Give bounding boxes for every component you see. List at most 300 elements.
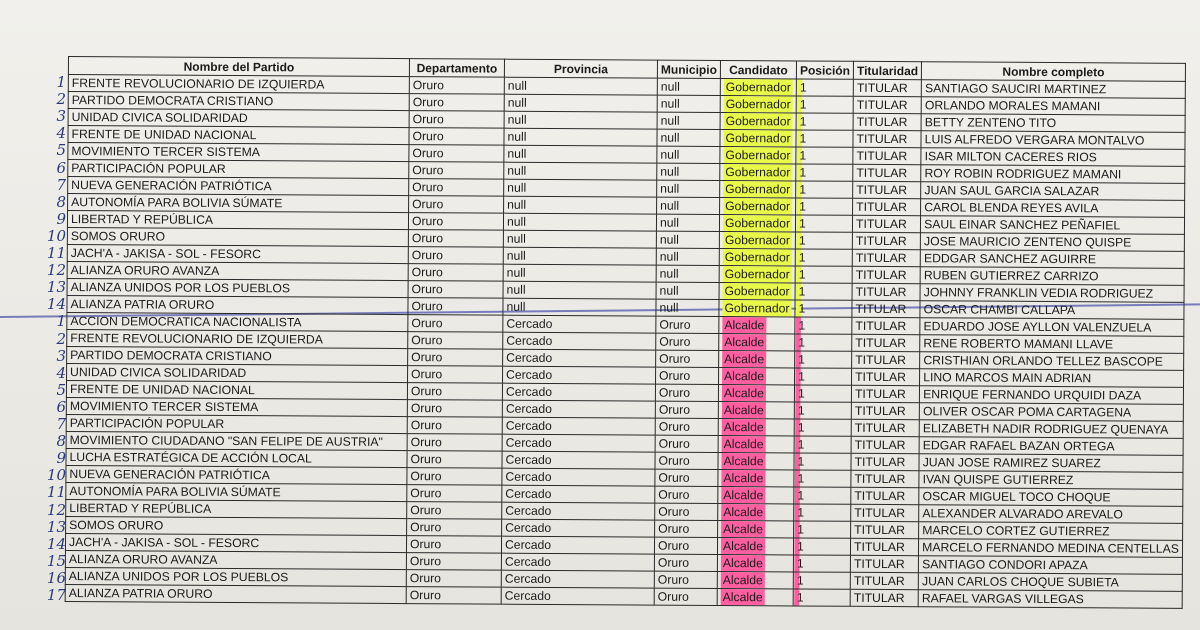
cell-candidato: [718, 486, 794, 503]
handwritten-number: 5: [56, 141, 66, 160]
cell-posicion: 1: [795, 283, 852, 300]
cell-partido: PARTIDO DEMOCRATA CRISTIANO: [68, 92, 409, 111]
cell-provincia: Cercado: [502, 485, 655, 503]
cell-candidato: [718, 435, 794, 452]
cell-posicion: 1: [794, 487, 851, 504]
cell-provincia: null: [504, 94, 657, 112]
cell-titularidad: TITULAR: [851, 402, 919, 419]
cell-provincia: Cercado: [501, 553, 654, 571]
cell-candidato: [719, 265, 795, 282]
cell-titularidad: TITULAR: [853, 96, 921, 113]
cell-candidato: [720, 78, 796, 95]
cell-titularidad: TITULAR: [852, 351, 920, 368]
cell-nombre-completo: ROY ROBIN RODRIGUEZ MAMANI: [921, 165, 1185, 184]
cell-nombre-completo: RENE ROBERTO MAMANI LLAVE: [920, 335, 1184, 354]
handwritten-number: 4: [56, 124, 66, 143]
candidato-highlight: Alcalde: [721, 589, 765, 605]
handwritten-number: 11: [46, 244, 66, 262]
cell-municipio: Oruro: [654, 588, 717, 605]
cell-titularidad: TITULAR: [851, 470, 919, 487]
cell-partido: FRENTE DE UNIDAD NACIONAL: [66, 380, 407, 399]
cell-posicion: 1: [795, 317, 852, 334]
cell-nombre-completo: OSCAR CHAMBI CALLAPA: [920, 301, 1184, 320]
cell-posicion: 1: [793, 555, 850, 572]
cell-titularidad: TITULAR: [852, 232, 920, 249]
cell-municipio: Oruro: [655, 520, 718, 537]
cell-partido: AUTONOMÍA PARA BOLIVIA SÚMATE: [66, 482, 407, 501]
handwritten-number: 9: [56, 449, 66, 468]
candidato-highlight: Gobernador: [723, 283, 792, 299]
cell-candidato: [719, 367, 795, 384]
handwritten-number: 13: [46, 278, 66, 297]
cell-candidato: [718, 452, 794, 469]
cell-candidato: [717, 554, 793, 571]
cell-partido: FRENTE REVOLUCIONARIO DE IZQUIERDA: [67, 329, 408, 348]
handwritten-number: 1: [56, 312, 66, 331]
handwritten-number: 11: [46, 483, 66, 502]
cell-posicion: 1: [793, 572, 850, 589]
cell-partido: ALIANZA UNIDOS POR LOS PUEBLOS: [65, 567, 406, 586]
cell-partido: ALIANZA PATRIA ORURO: [67, 295, 408, 314]
cell-nombre-completo: EDDGAR SANCHEZ AGUIRRE: [920, 250, 1184, 269]
cell-candidato: [720, 112, 796, 129]
cell-departamento: Oruro: [409, 111, 504, 129]
cell-municipio: null: [657, 112, 720, 129]
handwritten-number: 7: [56, 175, 66, 194]
cell-municipio: Oruro: [655, 418, 718, 435]
cell-titularidad: TITULAR: [852, 283, 920, 300]
cell-nombre-completo: JOHNNY FRANKLIN VEDIA RODRIGUEZ: [920, 284, 1184, 303]
cell-candidato: [719, 248, 795, 265]
cell-partido: NUEVA GENERACIÓN PATRIÓTICA: [66, 465, 407, 484]
cell-provincia: Cercado: [502, 383, 655, 401]
cell-departamento: Oruro: [407, 519, 502, 537]
cell-municipio: null: [657, 95, 720, 112]
cell-titularidad: TITULAR: [851, 385, 919, 402]
cell-departamento: Oruro: [408, 298, 503, 316]
cell-provincia: null: [504, 128, 657, 146]
cell-municipio: Oruro: [656, 316, 719, 333]
cell-partido: ALIANZA ORURO AVANZA: [67, 261, 408, 280]
cell-candidato: [718, 503, 794, 520]
cell-posicion: 1: [794, 453, 851, 470]
cell-municipio: Oruro: [656, 350, 719, 367]
header-titularidad: Titularidad: [853, 61, 921, 79]
cell-posicion: 1: [796, 130, 853, 147]
handwritten-number: 6: [56, 158, 66, 177]
cell-partido: PARTICIPACIÓN POPULAR: [66, 414, 407, 433]
cell-candidato: [717, 571, 793, 588]
cell-partido: SOMOS ORURO: [66, 516, 407, 535]
cell-partido: JACH'A - JAKISA - SOL - FESORC: [65, 533, 406, 552]
cell-partido: MOVIMIENTO TERCER SISTEMA: [66, 397, 407, 416]
cell-posicion: 1: [795, 300, 852, 317]
cell-partido: MOVIMIENTO CIUDADANO "SAN FELIPE DE AUSTRIA": [66, 431, 407, 450]
candidato-highlight: Gobernador: [723, 249, 792, 265]
cell-provincia: Cercado: [502, 468, 655, 486]
cell-partido: PARTICIPACIÓN POPULAR: [68, 160, 409, 179]
handwritten-number: 8: [56, 432, 66, 451]
cell-candidato: [719, 333, 795, 350]
cell-candidato: [719, 299, 795, 316]
cell-titularidad: TITULAR: [851, 419, 919, 436]
cell-departamento: Oruro: [406, 587, 501, 605]
cell-posicion: 1: [795, 232, 852, 249]
cell-departamento: Oruro: [409, 179, 504, 197]
header-partido: Nombre del Partido: [68, 57, 409, 77]
cell-partido: ACCION DEMOCRATICA NACIONALISTA: [67, 312, 408, 331]
cell-partido: NUEVA GENERACIÓN PATRIÓTICA: [68, 177, 409, 196]
cell-municipio: null: [656, 248, 719, 265]
cell-municipio: Oruro: [656, 367, 719, 384]
cell-provincia: null: [503, 281, 656, 299]
cell-municipio: Oruro: [655, 435, 718, 452]
handwritten-number: 17: [46, 586, 66, 604]
candidato-highlight: Gobernador: [723, 181, 792, 197]
cell-municipio: null: [656, 299, 719, 316]
cell-municipio: Oruro: [655, 401, 718, 418]
cell-titularidad: TITULAR: [852, 249, 920, 266]
cell-candidato: [719, 350, 795, 367]
cell-partido: UNIDAD CIVICA SOLIDARIDAD: [68, 109, 409, 128]
cell-candidato: [719, 231, 795, 248]
cell-provincia: null: [504, 111, 657, 129]
cell-municipio: Oruro: [654, 554, 717, 571]
cell-posicion: 1: [795, 266, 852, 283]
cell-provincia: null: [503, 213, 656, 231]
candidato-highlight: Alcalde: [721, 504, 765, 520]
cell-provincia: null: [504, 77, 657, 95]
cell-departamento: Oruro: [409, 77, 504, 95]
cell-titularidad: TITULAR: [851, 487, 919, 504]
cell-candidato: [717, 588, 793, 605]
cell-posicion: 1: [794, 538, 851, 555]
cell-departamento: Oruro: [408, 332, 503, 350]
cell-candidato: [717, 537, 793, 554]
cell-provincia: Cercado: [502, 502, 655, 520]
handwritten-number: 7: [56, 415, 66, 433]
cell-provincia: Cercado: [501, 536, 654, 554]
cell-posicion: 1: [794, 419, 851, 436]
cell-nombre-completo: SANTIAGO CONDORI APAZA: [919, 556, 1183, 575]
cell-titularidad: TITULAR: [851, 538, 919, 555]
cell-municipio: null: [657, 146, 720, 163]
cell-titularidad: TITULAR: [853, 198, 921, 215]
cell-posicion: 1: [794, 385, 851, 402]
cell-municipio: Oruro: [656, 333, 719, 350]
cell-titularidad: TITULAR: [851, 504, 919, 521]
cell-candidato: [718, 418, 794, 435]
cell-posicion: 1: [793, 589, 850, 606]
cell-titularidad: TITULAR: [853, 215, 921, 232]
cell-provincia: Cercado: [502, 434, 655, 452]
cell-titularidad: TITULAR: [852, 300, 920, 317]
handwritten-number: 3: [56, 107, 66, 126]
cell-titularidad: TITULAR: [850, 555, 918, 572]
cell-posicion: 1: [794, 402, 851, 419]
cell-titularidad: TITULAR: [852, 368, 920, 385]
cell-departamento: Oruro: [406, 570, 501, 588]
cell-municipio: Oruro: [654, 537, 717, 554]
cell-titularidad: TITULAR: [852, 266, 920, 283]
candidato-highlight: Gobernador: [723, 198, 792, 214]
cell-municipio: null: [657, 197, 720, 214]
header-candidato: Candidato: [720, 60, 796, 78]
candidato-highlight: Gobernador: [723, 232, 792, 248]
cell-municipio: null: [656, 265, 719, 282]
cell-municipio: null: [656, 282, 719, 299]
candidato-highlight: Gobernador: [724, 79, 793, 95]
cell-municipio: null: [657, 180, 720, 197]
cell-partido: ALIANZA PATRIA ORURO: [65, 584, 406, 603]
cell-posicion: 1: [796, 96, 853, 113]
cell-provincia: null: [504, 145, 657, 163]
candidato-highlight: Gobernador: [723, 164, 792, 180]
cell-departamento: Oruro: [407, 400, 502, 418]
candidato-highlight: Gobernador: [722, 300, 791, 316]
cell-provincia: null: [504, 196, 657, 214]
candidato-highlight: Alcalde: [722, 351, 766, 367]
candidato-highlight: Gobernador: [724, 96, 793, 112]
cell-municipio: Oruro: [655, 503, 718, 520]
cell-departamento: Oruro: [407, 468, 502, 486]
cell-posicion: 1: [795, 249, 852, 266]
cell-departamento: Oruro: [409, 128, 504, 146]
handwritten-number: 2: [56, 329, 66, 348]
candidato-highlight: Alcalde: [722, 334, 766, 350]
cell-posicion: 1: [796, 79, 853, 96]
cell-candidato: [719, 282, 795, 299]
cell-candidato: [720, 180, 796, 197]
cell-partido: FRENTE REVOLUCIONARIO DE IZQUIERDA: [68, 75, 409, 94]
cell-departamento: Oruro: [408, 247, 503, 265]
cell-departamento: Oruro: [407, 485, 502, 503]
handwritten-number: 3: [56, 346, 66, 365]
handwritten-number: 10: [46, 226, 66, 245]
cell-nombre-completo: JUAN SAUL GARCIA SALAZAR: [921, 182, 1185, 201]
cell-nombre-completo: ELIZABETH NADIR RODRIGUEZ QUENAYA: [919, 420, 1183, 439]
cell-provincia: Cercado: [502, 451, 655, 469]
handwritten-number: 2: [56, 90, 66, 109]
cell-titularidad: TITULAR: [853, 181, 921, 198]
cell-candidato: [718, 520, 794, 537]
cell-departamento: Oruro: [407, 383, 502, 401]
cell-nombre-completo: SANTIAGO SAUCIRI MARTINEZ: [921, 80, 1185, 99]
cell-nombre-completo: CAROL BLENDA REYES AVILA: [921, 199, 1185, 218]
handwritten-number: 13: [46, 517, 66, 536]
cell-partido: LUCHA ESTRATÉGICA DE ACCIÓN LOCAL: [66, 448, 407, 467]
handwritten-number: 14: [46, 534, 66, 553]
header-provincia: Provincia: [504, 59, 657, 78]
cell-provincia: Cercado: [502, 519, 655, 537]
cell-departamento: Oruro: [408, 264, 503, 282]
cell-nombre-completo: CRISTHIAN ORLANDO TELLEZ BASCOPE: [920, 352, 1184, 371]
cell-posicion: 1: [794, 470, 851, 487]
header-nombre-completo: Nombre completo: [922, 62, 1186, 82]
cell-departamento: Oruro: [409, 145, 504, 163]
cell-posicion: 1: [796, 113, 853, 130]
handwritten-number: 10: [46, 466, 66, 485]
cell-departamento: Oruro: [408, 315, 503, 333]
handwritten-number: 5: [56, 380, 66, 399]
cell-titularidad: TITULAR: [851, 453, 919, 470]
cell-titularidad: TITULAR: [852, 317, 920, 334]
cell-candidato: [720, 95, 796, 112]
candidato-highlight: Alcalde: [722, 436, 766, 452]
cell-titularidad: TITULAR: [853, 164, 921, 181]
handwritten-number: 9: [56, 209, 66, 228]
cell-departamento: Oruro: [408, 349, 503, 367]
candidato-highlight: Alcalde: [722, 368, 766, 384]
cell-nombre-completo: SAUL EINAR SANCHEZ PEÑAFIEL: [921, 216, 1185, 235]
cell-candidato: [720, 197, 796, 214]
handwritten-number: 8: [56, 192, 66, 211]
cell-nombre-completo: RUBEN GUTIERREZ CARRIZO: [920, 267, 1184, 286]
cell-municipio: null: [657, 129, 720, 146]
cell-titularidad: TITULAR: [853, 79, 921, 96]
cell-posicion: 1: [794, 521, 851, 538]
cell-provincia: null: [503, 264, 656, 282]
cell-posicion: 1: [795, 351, 852, 368]
cell-provincia: Cercado: [501, 587, 654, 605]
cell-posicion: 1: [795, 368, 852, 385]
cell-municipio: Oruro: [654, 571, 717, 588]
cell-titularidad: TITULAR: [853, 113, 921, 130]
candidato-highlight: Alcalde: [721, 555, 765, 571]
cell-candidato: [718, 401, 794, 418]
handwritten-number: 1: [56, 73, 66, 91]
handwritten-number: 12: [46, 261, 66, 280]
candidato-highlight: Gobernador: [723, 147, 792, 163]
cell-departamento: Oruro: [407, 417, 502, 435]
handwritten-number: 4: [56, 363, 66, 382]
candidato-highlight: Gobernador: [723, 130, 792, 146]
cell-titularidad: TITULAR: [851, 436, 919, 453]
cell-titularidad: TITULAR: [853, 130, 921, 147]
cell-partido: ALIANZA ORURO AVANZA: [65, 550, 406, 569]
cell-posicion: 1: [796, 181, 853, 198]
cell-nombre-completo: IVAN QUISPE GUTIERREZ: [919, 471, 1183, 490]
cell-partido: UNIDAD CIVICA SOLIDARIDAD: [67, 363, 408, 382]
cell-departamento: Oruro: [406, 553, 501, 571]
handwritten-number: 15: [46, 551, 66, 570]
cell-posicion: 1: [795, 215, 852, 232]
cell-nombre-completo: JOSE MAURICIO ZENTENO QUISPE: [921, 233, 1185, 252]
header-departamento: Departamento: [409, 59, 504, 78]
handwritten-number: 14: [46, 295, 66, 314]
cell-candidato: [719, 316, 795, 333]
cell-posicion: 1: [796, 164, 853, 181]
cell-posicion: 1: [794, 436, 851, 453]
candidato-highlight: Alcalde: [721, 453, 765, 469]
cell-candidato: [718, 384, 794, 401]
cell-nombre-completo: ALEXANDER ALVARADO AREVALO: [919, 505, 1183, 524]
cell-nombre-completo: ISAR MILTON CACERES RIOS: [921, 148, 1185, 167]
cell-titularidad: TITULAR: [852, 334, 920, 351]
cell-nombre-completo: JUAN JOSE RAMIREZ SUAREZ: [919, 454, 1183, 473]
cell-nombre-completo: EDGAR RAFAEL BAZAN ORTEGA: [919, 437, 1183, 456]
handwritten-number: 16: [46, 568, 66, 587]
cell-posicion: 1: [796, 198, 853, 215]
cell-provincia: null: [503, 247, 656, 265]
cell-departamento: Oruro: [409, 94, 504, 112]
cell-nombre-completo: ORLANDO MORALES MAMANI: [921, 97, 1185, 116]
candidato-highlight: Gobernador: [723, 215, 792, 231]
candidato-highlight: Alcalde: [722, 402, 766, 418]
cell-nombre-completo: OLIVER OSCAR POMA CARTAGENA: [919, 403, 1183, 422]
cell-provincia: null: [504, 162, 657, 180]
cell-partido: MOVIMIENTO TERCER SISTEMA: [68, 143, 409, 162]
cell-posicion: 1: [794, 504, 851, 521]
cell-municipio: null: [657, 163, 720, 180]
cell-provincia: Cercado: [502, 417, 655, 435]
cell-provincia: null: [503, 230, 656, 248]
cell-candidato: [720, 163, 796, 180]
cell-candidato: [720, 129, 796, 146]
cell-posicion: 1: [795, 334, 852, 351]
cell-departamento: Oruro: [408, 366, 503, 384]
cell-candidato: [719, 214, 795, 231]
cell-candidato: [720, 146, 796, 163]
cell-titularidad: TITULAR: [853, 147, 921, 164]
cell-nombre-completo: RAFAEL VARGAS VILLEGAS: [918, 590, 1182, 609]
cell-municipio: Oruro: [655, 469, 718, 486]
cell-provincia: Cercado: [503, 366, 656, 384]
cell-partido: PARTIDO DEMOCRATA CRISTIANO: [67, 346, 408, 365]
cell-municipio: Oruro: [655, 486, 718, 503]
cell-partido: ALIANZA UNIDOS POR LOS PUEBLOS: [67, 278, 408, 297]
cell-provincia: null: [504, 179, 657, 197]
cell-municipio: null: [656, 214, 719, 231]
candidato-highlight: Alcalde: [721, 572, 765, 588]
cell-partido: FRENTE DE UNIDAD NACIONAL: [68, 126, 409, 145]
candidato-highlight: Alcalde: [722, 317, 766, 333]
cell-nombre-completo: JUAN CARLOS CHOQUE SUBIETA: [918, 573, 1182, 592]
cell-provincia: null: [503, 298, 656, 316]
cell-provincia: Cercado: [501, 570, 654, 588]
cell-provincia: Cercado: [502, 400, 655, 418]
cell-partido: JACH'A - JAKISA - SOL - FESORC: [67, 244, 408, 263]
cell-municipio: Oruro: [655, 384, 718, 401]
candidates-table: [65, 56, 1186, 609]
candidato-highlight: Alcalde: [722, 419, 766, 435]
cell-nombre-completo: EDUARDO JOSE AYLLON VALENZUELA: [920, 318, 1184, 337]
cell-departamento: Oruro: [407, 434, 502, 452]
cell-municipio: Oruro: [655, 452, 718, 469]
cell-titularidad: TITULAR: [850, 572, 918, 589]
cell-partido: SOMOS ORURO: [67, 227, 408, 246]
cell-nombre-completo: LUIS ALFREDO VERGARA MONTALVO: [921, 131, 1185, 150]
cell-nombre-completo: MARCELO FERNANDO MEDINA CENTELLAS: [919, 539, 1183, 558]
cell-departamento: Oruro: [408, 281, 503, 299]
cell-posicion: 1: [796, 147, 853, 164]
cell-nombre-completo: MARCELO CORTEZ GUTIERREZ: [919, 522, 1183, 541]
cell-departamento: Oruro: [407, 502, 502, 520]
cell-municipio: null: [656, 231, 719, 248]
cell-titularidad: TITULAR: [850, 589, 918, 606]
candidato-highlight: Alcalde: [721, 538, 765, 554]
cell-partido: AUTONOMÍA PARA BOLIVIA SÚMATE: [68, 194, 409, 213]
cell-municipio: null: [657, 78, 720, 95]
header-municipio: Municipio: [657, 60, 720, 78]
cell-nombre-completo: OSCAR MIGUEL TOCO CHOQUE: [919, 488, 1183, 507]
cell-titularidad: TITULAR: [851, 521, 919, 538]
handwritten-number: 12: [46, 500, 66, 519]
candidato-highlight: Alcalde: [721, 521, 765, 537]
cell-departamento: Oruro: [408, 230, 503, 248]
cell-nombre-completo: BETTY ZENTENO TITO: [921, 114, 1185, 133]
cell-partido: LIBERTAD Y REPÚBLICA: [67, 211, 408, 230]
